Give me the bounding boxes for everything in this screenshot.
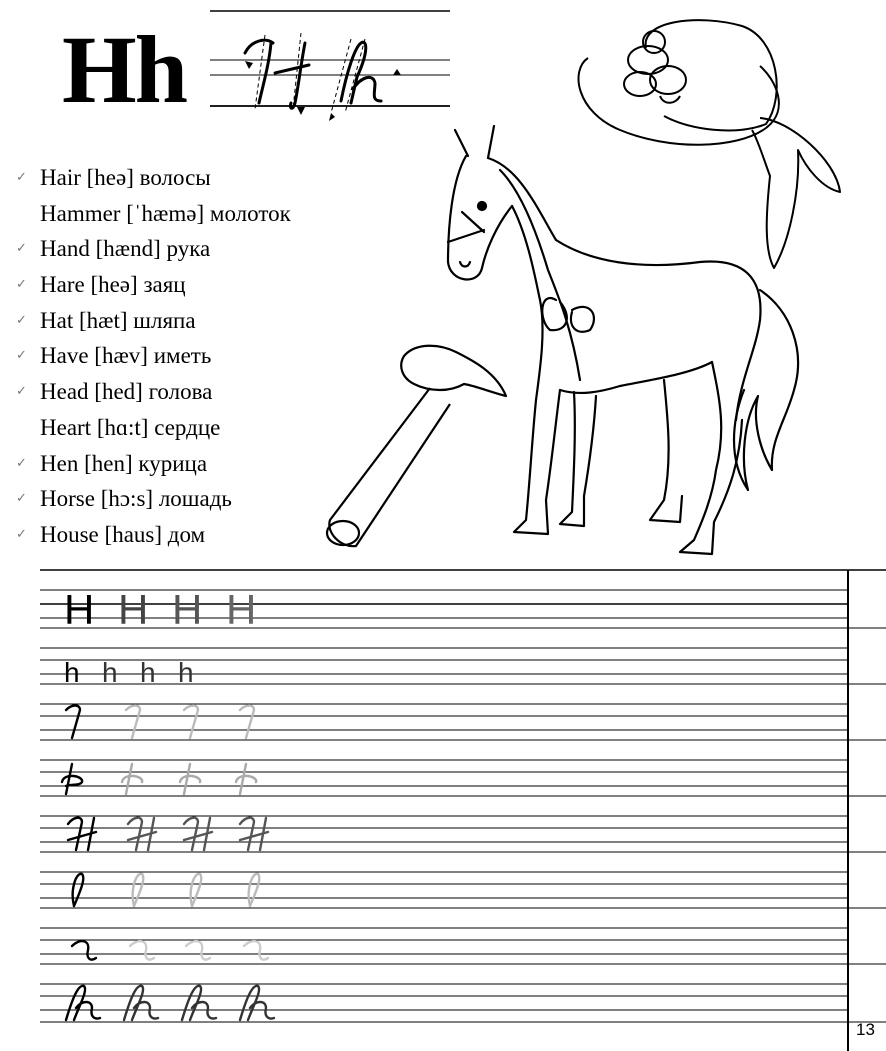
translation: волосы [139,165,211,190]
word: Heart [40,414,92,440]
word: Head [40,379,89,405]
check-icon: ✓ [16,277,27,293]
practice-letter: H [118,586,149,633]
translation: молоток [209,200,291,226]
word: Hare [40,272,85,298]
transcription: [hɔ:s] [100,486,154,512]
check-icon: ✓ [16,455,27,471]
translation: сердце [154,414,221,440]
translation: иметь [153,343,212,369]
hammer-illustration [327,346,506,546]
handwriting-practice [0,560,886,1051]
horse-illustration [448,126,798,554]
page-number: 13 [856,1020,875,1039]
check-icon: ✓ [16,241,27,257]
check-icon: ✓ [16,312,27,328]
translation: заяц [143,272,186,298]
translation: голова [148,379,213,405]
practice-row-loop [73,874,260,906]
word: Hammer [40,200,121,226]
word: Hand [40,236,90,262]
transcription: [hæt] [78,307,128,333]
practice-letter: H [172,586,203,633]
transcription: [ˈhæmə] [126,200,205,226]
check-icon: ✓ [16,348,27,364]
check-icon: ✓ [16,384,27,400]
translation: рука [166,236,211,262]
word: Horse [40,486,95,512]
practice-letter: h [140,657,156,688]
practice-row-stroke-1 [66,706,254,739]
translation: лошадь [158,486,232,512]
practice-row-cursive-capital [68,818,268,850]
practice-letter: H [226,586,257,633]
practice-row-cursive-small [66,986,274,1020]
transcription: [hed] [94,379,143,405]
check-icon: ✓ [16,170,27,185]
word: Hat [40,307,74,333]
practice-letter: h [64,657,80,688]
practice-row-upper [64,586,256,633]
transcription: [hænd] [95,236,161,262]
word: Have [40,343,89,369]
word: Hair [40,165,81,190]
check-icon: ✓ [16,526,27,542]
translation: дом [167,521,206,547]
practice-rulings [40,590,886,1022]
transcription: [heə] [86,165,134,190]
translation: курица [138,450,208,476]
translation: шляпа [133,307,196,333]
practice-letter: H [64,586,95,633]
hat-illustration [579,20,840,268]
practice-row-stroke-2 [62,764,256,794]
practice-row-lower [64,657,194,688]
word: House [40,521,99,547]
transcription: [hen] [84,450,133,476]
practice-letter: h [102,657,118,688]
transcription: [heə] [90,272,138,298]
practice-row-hump [72,941,268,960]
check-icon: ✓ [16,491,27,507]
transcription: [hæv] [94,343,148,369]
word: Hen [40,450,79,476]
practice-letter: h [178,657,194,688]
transcription: [haus] [104,521,163,547]
letter-heading: Hh [62,16,187,123]
transcription: [hɑ:t] [96,414,149,440]
